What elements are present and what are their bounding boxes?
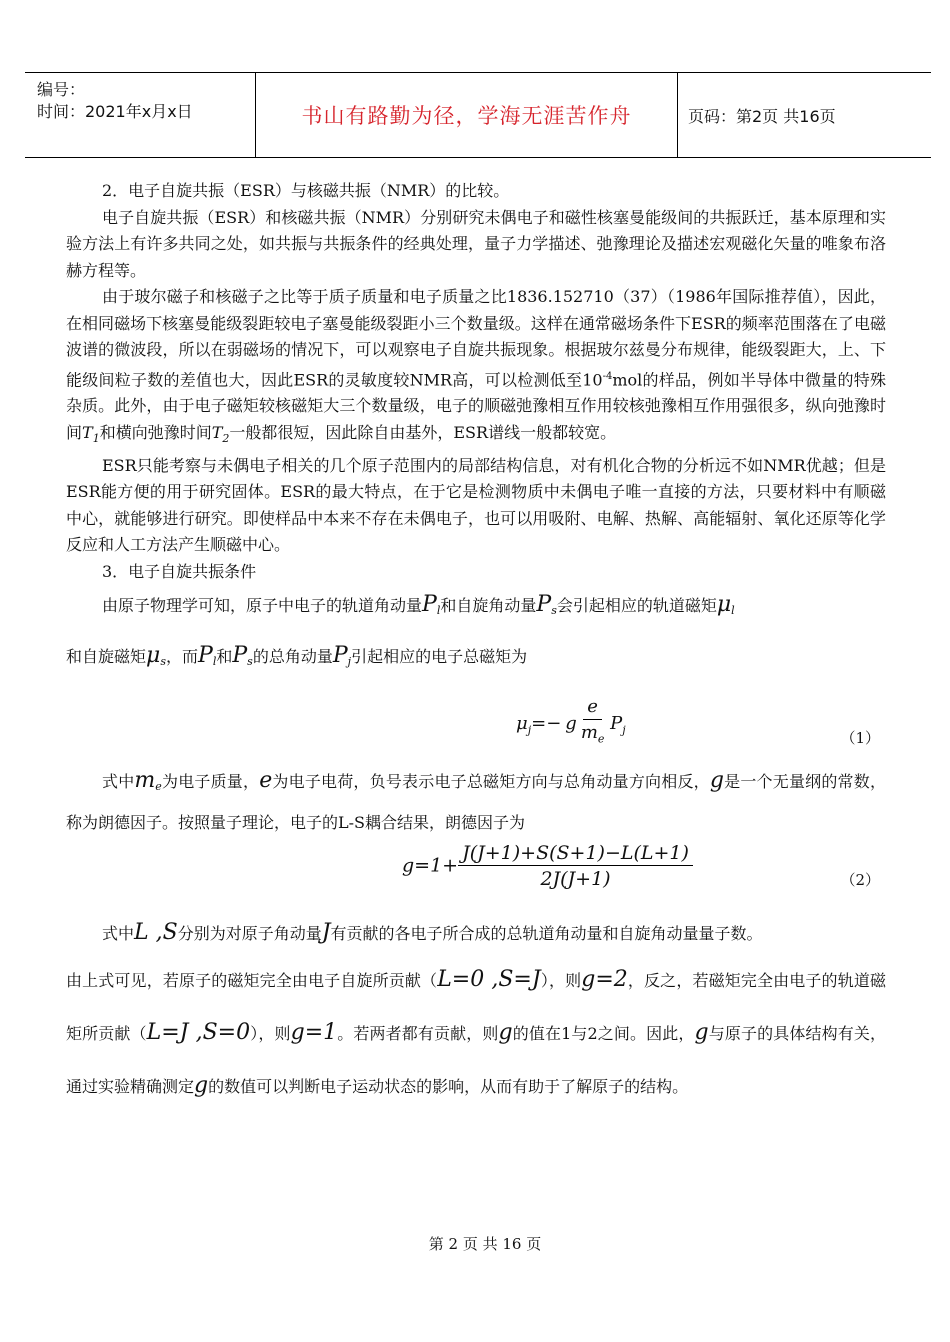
paragraph-esr-nmr-intro: 电子自旋共振（ESR）和核磁共振（NMR）分别研究未偶电子和磁性核塞曼能级间的共振跃迁，基本原理和实验方法上有许多共同之处，如共振与共振条件的经典处理，量子力学描述、弛豫理论及描述宏观磁化矢量的唯象布洛赫方程等。 xyxy=(66,207,886,280)
header-meta xyxy=(25,73,255,157)
equation-2: g=1+ $\frac{J(J+1)+S(S+1)-L(L+1)}{2J(J+1)}$ （2） xyxy=(402,842,880,891)
time-label: 时间：2021年x月x日 xyxy=(37,102,193,121)
paragraph-g-value-cases: 由上式可见，若原子的磁矩完全由电子自旋所贡献（L=0 ,S=J），则g=2，反之，若磁矩完全由电子的轨道磁矩所贡献（L=J ,S=0），则g=1。若两者都有贡献，则g的值在1与2之间。因此，g与原子的具体结构有关，通过实验精确测定g的数值可以判断电子运动状态的影响，从而有助于了解原子的结构。 xyxy=(66,967,886,1099)
equation-1: $\mu_j=- g$ $\frac{e}{m_e}$ $P_j$ （1） xyxy=(516,696,880,748)
page-footer: 第 2 页 共 16 页 xyxy=(428,1235,542,1253)
paragraph-angular-momentum: 由原子物理学可知，原子中电子的轨道角动量$P_l$和自旋角动量$P_s$会引起相应的轨道磁矩$\mu_l$ xyxy=(102,592,735,618)
section-2-heading: 2．电子自旋共振（ESR）与核磁共振（NMR）的比较。 xyxy=(102,181,510,200)
t2-symbol: $T_2$ xyxy=(211,422,230,446)
header-motto: 书山有路勤为径，学海无涯苦作舟 xyxy=(255,73,678,157)
paragraph-magneton-ratio: 由于玻尔磁子和核磁子之比等于质子质量和电子质量之比1836.152710（37）（1986年国际推荐值），因此，在相同磁场下核塞曼能级裂距较电子塞曼能级裂距小三个数量级。这样在通常磁场条件下ESR的频率范围落在了电磁波谱的微波段，所以在弱磁场的情况下，可以观察电子自旋共振现象。根据玻尔兹曼分布规律，能级裂距大，上、下能级间粒子数的差值也大，因此ESR的灵敏度较NMR高，可以检测低至$10^{-4}mol$的样品，例如半导体中微量的特殊杂质。此外，由于电子磁矩较核磁矩大三个数量级，电子的顺磁弛豫相互作用较核弛豫相互作用强很多，纵向弛豫时间$T_1$和横向弛豫时间$T_2$一般都很短，因此除自由基外，ESR谱线一般都较宽。 xyxy=(66,287,886,446)
paragraph-esr-features: ESR只能考察与未偶电子相关的几个原子范围内的局部结构信息，对有机化合物的分析远不如NMR优越；但是ESR能方便的用于研究固体。ESR的最大特点，在于它是检测物质中未偶电子唯一直接的方法，只要材料中有顺磁中心，就能够进行研究。即使样品中本来不存在未偶电子，也可以用吸附、电解、热解、高能辐射、氧化还原等化学反应和人工方法产生顺磁中心。 xyxy=(66,455,886,555)
document-body xyxy=(66,178,886,1113)
paragraph-total-moment: 和自旋磁矩$\mu_s$，而$P_l$和$P_s$的总角动量$P_j$引起相应的电子总磁矩为 xyxy=(66,643,528,669)
header-page-info: 页码：第2页 共16页 xyxy=(688,106,836,126)
section-3-heading: 3．电子自旋共振条件 xyxy=(102,561,257,581)
paragraph-lande-factor: 式中$m_e$为电子质量，e为电子电荷，负号表示电子总磁矩方向与总角动量方向相反，g是一个无量纲的常数，称为朗德因子。按照量子理论，电子的L-S耦合结果，朗德因子为 xyxy=(66,768,886,833)
equation-2-number: （2） xyxy=(840,871,880,890)
page-header xyxy=(25,72,931,158)
equation-1-number: （1） xyxy=(840,729,880,748)
serial-label: 编号： xyxy=(37,80,86,99)
t1-symbol: $T_1$ xyxy=(82,422,100,446)
paragraph-quantum-numbers: 式中L ,S分别为对原子角动量J有贡献的各电子所合成的总轨道角动量和自旋角动量量子数。 xyxy=(102,920,763,946)
